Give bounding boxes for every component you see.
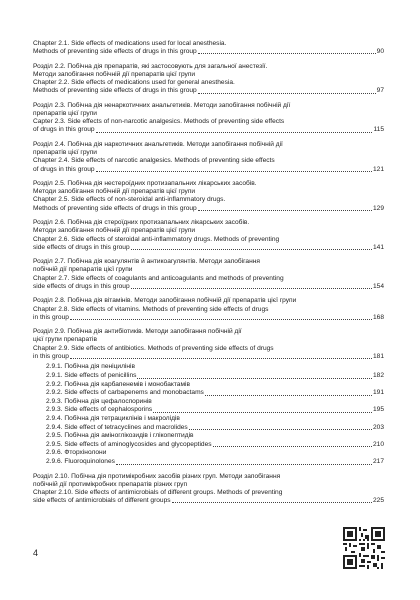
toc-line-with-page	[33, 166, 384, 174]
subsection-title: 2.9.2. Side effects of carbapenems and monobactams	[46, 389, 204, 397]
page-number: 195	[372, 406, 384, 414]
dot-leader	[131, 249, 372, 250]
page-number: 182	[372, 371, 384, 379]
toc-line: Chapter 2.10. Side effects of antimicrobials of different groups. Methods of preventing	[33, 488, 283, 496]
subsection-line	[33, 363, 384, 372]
dot-leader	[205, 395, 372, 396]
subsection-line	[33, 406, 384, 415]
subsection-line	[33, 389, 384, 398]
toc-line: Chapter 2.8. Side effects of vitamins. Methods of preventing side effects of drugs	[33, 305, 269, 313]
toc-line: Розділ 2.10. Побічна дія протимікробних засобів різних груп. Методи запобігання	[33, 472, 281, 480]
toc-line-with-page	[33, 314, 384, 322]
page-number: 181	[372, 352, 384, 360]
toc-line: side effects of drugs in this group	[33, 282, 130, 290]
toc-entry	[33, 102, 384, 135]
subsection-title: 2.9.3. Побічна дія цефалоспоринів	[46, 397, 152, 405]
toc-line: побічній дії препаратів цієї групи	[33, 266, 133, 274]
page-number: 217	[372, 457, 384, 465]
toc-line: Розділ 2.6. Побічна дія стероїдних протизапальних лікарських засобів.	[33, 219, 250, 227]
toc-entry	[33, 141, 384, 174]
toc-line: Methods of preventing side effects of drugs in this group	[33, 87, 197, 95]
subsection-title: 2.9.5. Side effects of aminoglycosides and glycopeptides	[46, 440, 212, 448]
page-number: 203	[372, 423, 384, 431]
toc-line: Methods of preventing side effects of drugs in this group	[33, 48, 197, 56]
toc-line: Chapter 2.1. Side effects of medications used for local anesthesia.	[33, 40, 227, 47]
subsection-title: 2.9.2. Побічна дія карбапенемів і монобактамів	[46, 380, 190, 388]
page-number: 225	[372, 497, 384, 505]
dot-leader	[131, 288, 372, 289]
page-number: 129	[372, 204, 384, 212]
toc-entry	[33, 180, 384, 213]
dot-leader	[189, 429, 372, 430]
toc-entry	[33, 63, 384, 96]
dot-leader	[70, 358, 372, 359]
toc-line: side effects of antimicrobials of different groups	[33, 497, 171, 505]
dot-leader	[172, 502, 372, 503]
toc-line-with-page	[33, 353, 384, 361]
toc-line-with-page	[33, 48, 384, 56]
subsection-line	[33, 415, 384, 424]
toc-line: Chapter 2.9. Side effects of antibiotics. Methods of preventing side effects of drugs	[33, 344, 274, 352]
page-number: 115	[373, 126, 384, 134]
toc-line-with-page	[33, 126, 384, 134]
toc-line: Chapter 2.7. Side effects of coagulants and anticoagulants and methods of preventing	[33, 274, 284, 282]
qr-code-icon	[343, 527, 385, 569]
dot-leader	[153, 412, 372, 413]
subsection-title: 2.9.6. Фторхінолони	[46, 449, 107, 457]
toc-line: in this group	[33, 313, 69, 321]
dot-leader	[198, 53, 376, 54]
toc-entry	[33, 473, 384, 506]
page-number: 191	[372, 389, 384, 397]
subsection-title: 2.9.4. Побічна дія тетрациклінів і макролідів	[46, 414, 180, 422]
toc-entry	[33, 219, 384, 252]
table-of-contents	[33, 40, 384, 512]
subsection-line	[33, 458, 384, 467]
toc-line: Розділ 2.7. Побічна дія коагулянтів й антикоагулянтів. Методи запобігання	[33, 258, 260, 266]
toc-entry	[33, 40, 384, 56]
toc-line: препаратів цієї групи	[33, 149, 97, 157]
toc-line-with-page	[33, 244, 384, 252]
subsection-title: 2.9.4. Side effect of tetracyclines and macrolides	[46, 423, 188, 431]
toc-line: Capter 2.3. Side effects of non-narcotic analgesics. Methods of preventing side effects	[33, 118, 285, 126]
toc-line: of drugs in this group	[33, 165, 95, 173]
toc-line: Розділ 2.5. Побічна дія нестероїдних протизапальних лікарських засобів.	[33, 180, 257, 188]
toc-line: Розділ 2.2. Побічна дія препаратів, які застосовують для загальної анестезії.	[33, 62, 268, 70]
page-folio-number: 4	[33, 548, 39, 558]
toc-line: Розділ 2.8. Побічна дія вітамінів. Методи запобігання побічній дії препаратів цієї групи	[33, 297, 297, 305]
toc-line: side effects of drugs in this group	[33, 243, 130, 251]
subsection-title: 2.9.5. Побічна дія аміноглікозидів і глікопептидів	[46, 432, 194, 440]
toc-line: Methods of preventing side effects of drugs in this group	[33, 204, 197, 212]
subsection-title: 2.9.1. Side effects of penicillins	[46, 371, 137, 379]
toc-line: Методи запобігання побічній дії препаратів цієї групи	[33, 70, 196, 78]
page-number: 210	[372, 440, 384, 448]
subsection-line	[33, 449, 384, 458]
toc-line: Chapter 2.4. Side effects of narcotic analgesics. Methods of preventing side effects	[33, 157, 275, 165]
toc-line: of drugs in this group	[33, 126, 95, 134]
subsection-list	[33, 363, 384, 466]
toc-line: Chapter 2.2. Side effects of medications used for general anesthesia.	[33, 79, 235, 87]
toc-line-with-page	[33, 87, 384, 95]
subsection-title: 2.9.1. Побічна дія пеніцилінів	[46, 363, 135, 371]
subsection-line	[33, 432, 384, 441]
page-number: 97	[376, 87, 384, 95]
dot-leader	[137, 378, 372, 379]
dot-leader	[198, 210, 372, 211]
toc-entry	[33, 328, 384, 361]
toc-line: препаратів цієї групи	[33, 110, 97, 118]
subsection-title: 2.9.3. Side effects of cephalosporins	[46, 406, 153, 414]
subsection-title: 2.9.6. Fluoroquinolones	[46, 457, 115, 465]
dot-leader	[96, 171, 372, 172]
dot-leader	[213, 446, 372, 447]
subsection-line	[33, 372, 384, 381]
dot-leader	[116, 464, 372, 465]
page-number: 154	[372, 282, 384, 290]
toc-line: Методи запобігання побічній дії препаратів цієї групи	[33, 188, 196, 196]
toc-line-with-page	[33, 283, 384, 291]
toc-line: Chapter 2.6. Side effects of steroidal anti-inflammatory drugs. Methods of preventing	[33, 235, 280, 243]
page-number: 168	[372, 313, 384, 321]
toc-line-with-page	[33, 497, 384, 505]
subsection-line	[33, 381, 384, 390]
subsection-line	[33, 398, 384, 407]
toc-line: Розділ 2.9. Побічна дія антибіотиків. Методи запобігання побічній дії	[33, 328, 242, 336]
toc-line-with-page	[33, 205, 384, 213]
toc-line: Розділ 2.4. Побічна дія наркотичних анальгетиків. Методи запобігання побічній дії	[33, 140, 283, 148]
dot-leader	[198, 93, 376, 94]
toc-line: Розділ 2.3. Побічна дія ненаркотичних анальгетиків. Методи запобігання побічній дії	[33, 101, 291, 109]
subsection-line	[33, 424, 384, 433]
page-number: 90	[376, 48, 384, 56]
toc-entry	[33, 297, 384, 322]
page-number: 121	[372, 165, 384, 173]
dot-leader	[96, 132, 373, 133]
toc-line: побічній дії протимікробних препаратів різних груп	[33, 480, 188, 488]
toc-line: цієї групи препаратів	[33, 336, 97, 344]
toc-line: in this group	[33, 352, 69, 360]
dot-leader	[70, 319, 372, 320]
toc-line: Методи запобігання побічній дії препаратів цієї групи	[33, 227, 196, 235]
toc-line: Chapter 2.5. Side effects of non-steroidal anti-inflammatory drugs.	[33, 196, 226, 204]
toc-entry	[33, 258, 384, 291]
page-number: 141	[372, 243, 384, 251]
